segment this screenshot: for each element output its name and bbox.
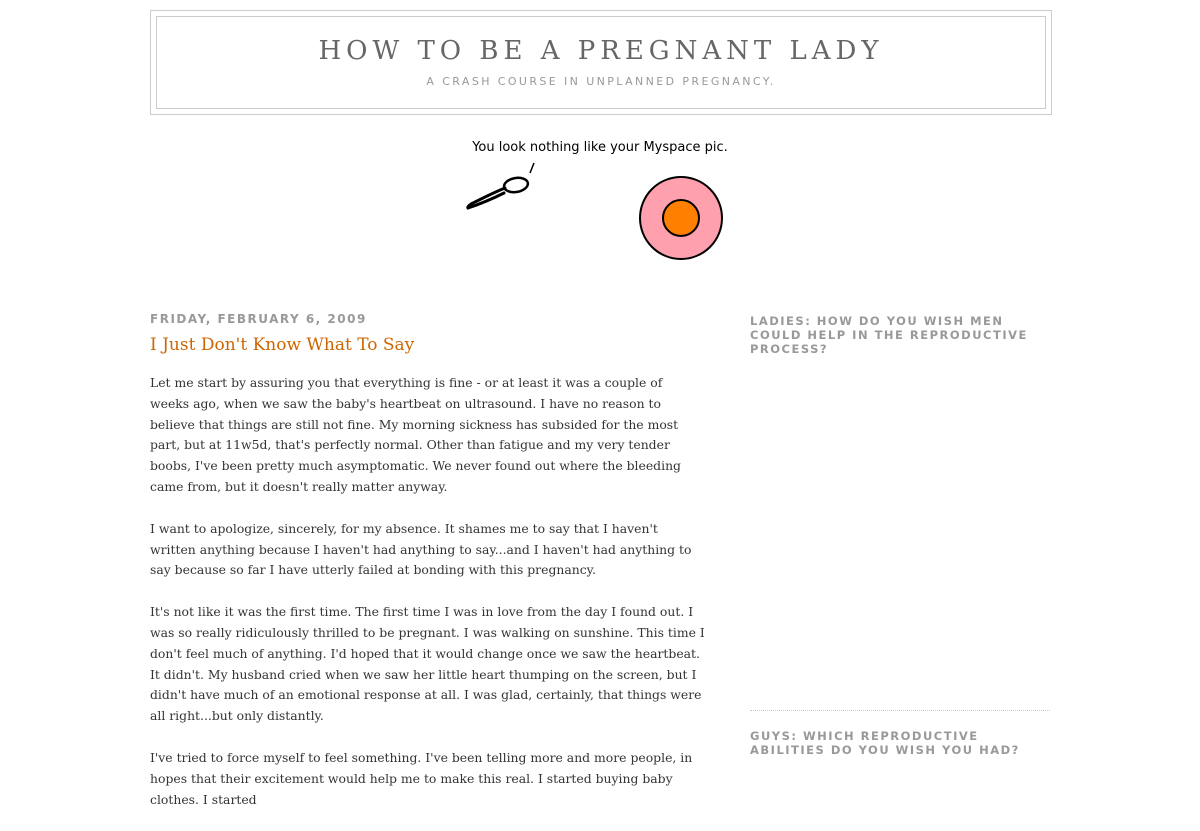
sidebar <box>750 314 1050 757</box>
widget-divider <box>750 710 1050 711</box>
post-paragraph: It's not like it was the first time. The first time I was in love from the day I found out. I was so really ridiculously thrilled to be pregnant. I was walking on sunshine. This time I don't feel much of anything. I'd hoped that it would change once we saw the heartbeat. It didn't. My husband cried when we saw her little heart thumping on the screen, but I didn't have much of an emotional response at all. I was glad, certainly, that things were all right...but only distantly. <box>150 604 705 724</box>
sperm-and-egg-drawing <box>450 130 750 270</box>
main-column <box>150 312 705 831</box>
blog-title-link[interactable]: HOW TO BE A PREGNANT LADY <box>318 36 884 66</box>
header-comic-image <box>450 130 750 270</box>
comic-caption: You look nothing like your Myspace pic. <box>472 140 728 155</box>
post-paragraph: I want to apologize, sincerely, for my absence. It shames me to say that I haven't written anything because I haven't had anything to say...and I haven't had anything to say because so far I have utterly failed at bonding with this pregnancy. <box>150 520 692 578</box>
widget-title: LADIES: HOW DO YOU WISH MEN COULD HELP IN THE REPRODUCTIVE PROCESS? <box>750 314 1028 356</box>
post-paragraph: Let me start by assuring you that everything is fine - or at least it was a couple of weeks ago, when we saw the baby's heartbeat on ultrasound. I have no reason to believe that things are still not fine. My morning sickness has subsided for the most part, but at 11w5d, that's perfectly normal. Other than fatigue and my very tender boobs, I've been pretty much asymptomatic. We never found out where the bleeding came from, but it doesn't really matter anyway. <box>150 375 681 494</box>
egg-icon <box>640 177 722 259</box>
post-body <box>150 373 705 810</box>
speech-tick <box>530 163 534 173</box>
poll-widget-ladies <box>750 314 1050 710</box>
poll-embed-area <box>750 356 1050 710</box>
post-title-link[interactable]: I Just Don't Know What To Say <box>150 335 415 355</box>
blog-header <box>150 10 1052 115</box>
widget-title: GUYS: WHICH REPRODUCTIVE ABILITIES DO YOU WISH YOU HAD? <box>750 729 1020 757</box>
blog-header-inner <box>156 16 1046 109</box>
post-date: FRIDAY, FEBRUARY 6, 2009 <box>150 312 367 326</box>
blog-description: A CRASH COURSE IN UNPLANNED PREGNANCY. <box>426 75 776 88</box>
post-paragraph: I've tried to force myself to feel something. I've been telling more and more people, in hopes that their excitement would help me to make this real. I started buying baby clothes. I started <box>150 749 693 807</box>
sperm-icon <box>468 176 529 208</box>
poll-widget-guys <box>750 729 1050 757</box>
